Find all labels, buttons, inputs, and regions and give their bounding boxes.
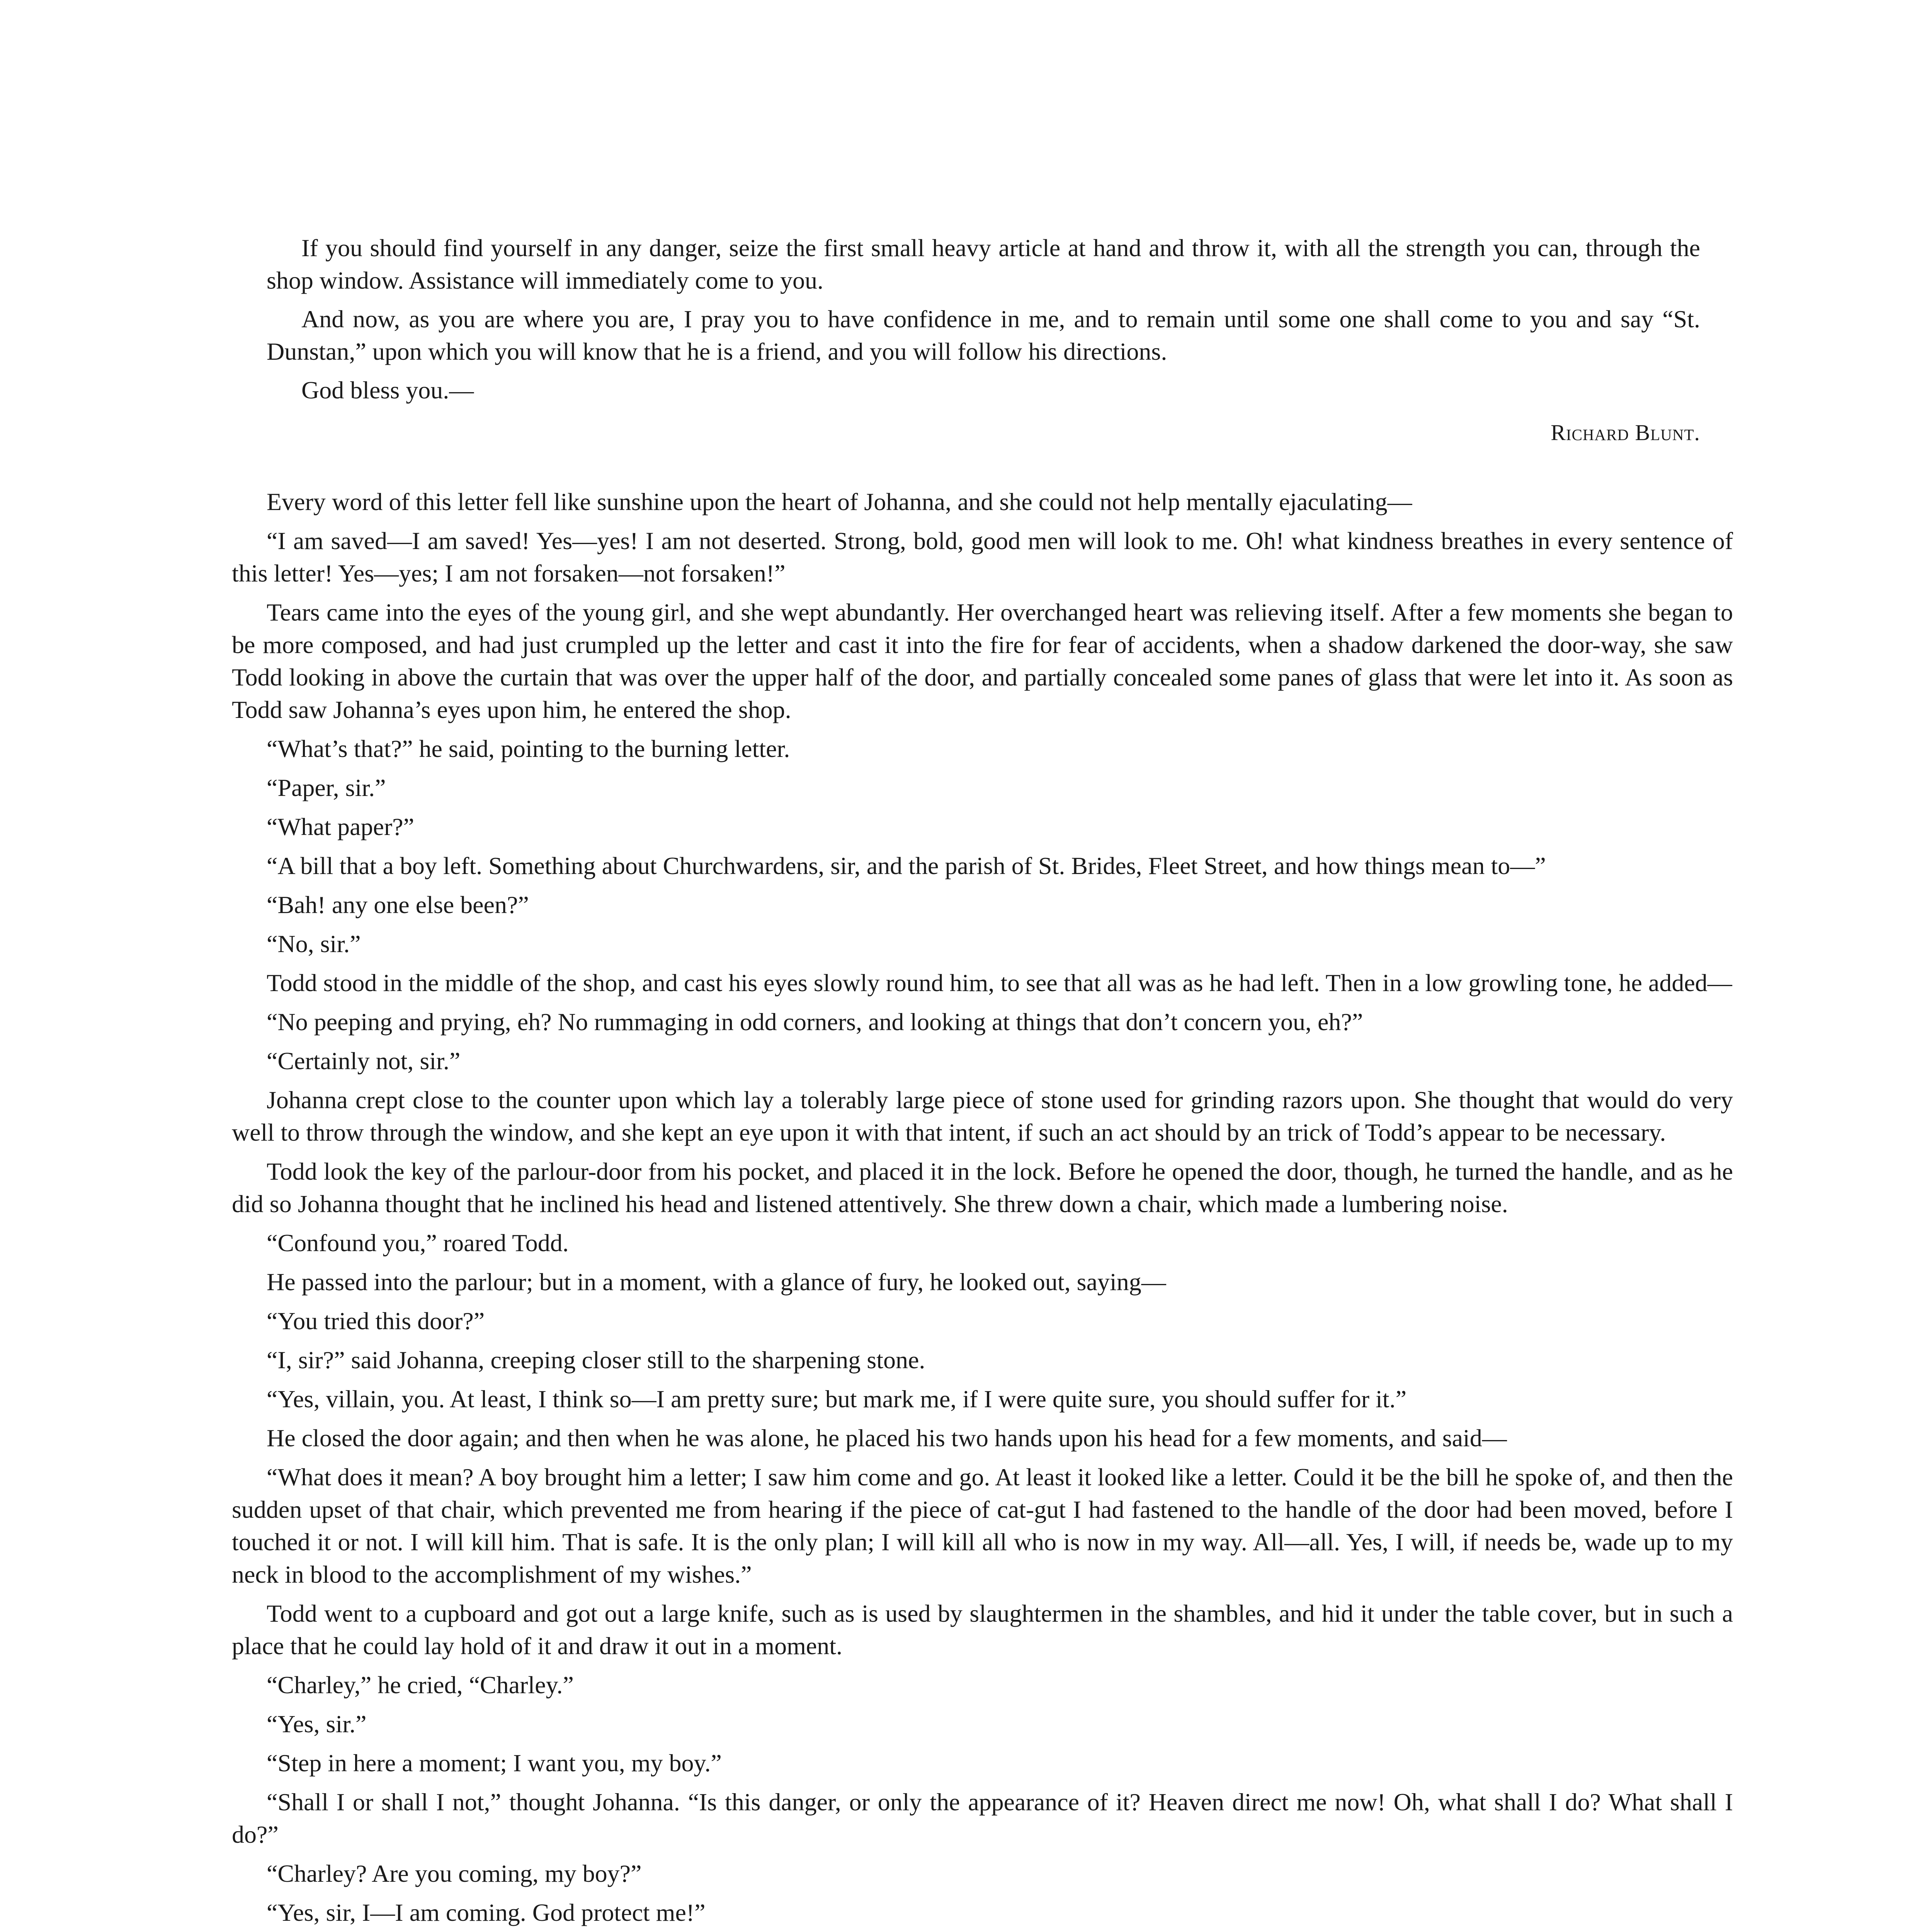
paragraph: Tears came into the eyes of the young girl, and she wept abundantly. Her overchanged heart was relieving itself. After a few moments she began to be more composed, and had just crumpled up the letter and cast it into the fire for fear of accidents, when a shadow darkened the door-way, she saw Todd looking in above the curtain that was over the upper half of the door, and partially concealed some panes of glass that were let into it. As soon as Todd saw Johanna’s eyes upon him, he entered the shop. xyxy=(232,599,1733,723)
paragraph: “What paper?” xyxy=(267,813,414,840)
paragraph: “Yes, sir, I—I am coming. God protect me!” xyxy=(267,1899,706,1926)
body-text xyxy=(232,486,1733,1932)
paragraph: Todd stood in the middle of the shop, and cast his eyes slowly round him, to see that all was as he had left. Then in a low growling tone, he added— xyxy=(267,969,1732,997)
letter-paragraph: And now, as you are where you are, I pray you to have confidence in me, and to remain until some one shall come to you and say “St. Dunstan,” upon which you will know that he is a friend, and you will follow his directions. xyxy=(267,305,1700,365)
paragraph: He closed the door again; and then when he was alone, he placed his two hands upon his head for a few moments, and said— xyxy=(267,1424,1507,1452)
paragraph: “No peeping and prying, eh? No rummaging in odd corners, and looking at things that don’t concern you, eh?” xyxy=(267,1008,1363,1036)
paragraph: “Charley,” he cried, “Charley.” xyxy=(267,1671,574,1699)
letter-paragraph: If you should find yourself in any danger, seize the first small heavy article at hand and throw it, with all the strength you can, through the shop window. Assistance will immediately come to you. xyxy=(267,234,1700,294)
paragraph: “A bill that a boy left. Something about Churchwardens, sir, and the parish of St. Brides, Fleet Street, and how things mean to—” xyxy=(267,852,1546,879)
paragraph: “Yes, sir.” xyxy=(267,1710,367,1738)
paragraph: “Charley? Are you coming, my boy?” xyxy=(267,1860,642,1887)
paragraph: “I, sir?” said Johanna, creeping closer still to the sharpening stone. xyxy=(267,1346,925,1374)
letter-paragraph: God bless you.— xyxy=(301,376,474,404)
letter-signature: Richard Blunt. xyxy=(1551,420,1700,445)
paragraph: “What does it mean? A boy brought him a letter; I saw him come and go. At least it looked like a letter. Could it be the bill he spoke of, and then the sudden upset of that chair, which prevented me from hearing if the piece of cat-gut I had fastened to the handle of the door had been moved, before I touched it or not. I will kill him. That is safe. It is the only plan; I will kill all who is now in my way. All—all. Yes, I will, if needs be, wade up to my neck in blood to the accomplishment of my wishes.” xyxy=(232,1463,1733,1588)
paragraph: Todd look the key of the parlour-door from his pocket, and placed it in the lock. Before he opened the door, though, he turned the handle, and as he did so Johanna thought that he inclined his head and listened attentively. She threw down a chair, which made a lumbering noise. xyxy=(232,1158,1733,1218)
paragraph: “I am saved—I am saved! Yes—yes! I am not deserted. Strong, bold, good men will look to me. Oh! what kindness breathes in every sentence of this letter! Yes—yes; I am not forsaken—not forsaken!” xyxy=(232,527,1733,587)
paragraph: “You tried this door?” xyxy=(267,1307,485,1335)
paragraph: “Bah! any one else been?” xyxy=(267,891,529,918)
paragraph: “Paper, sir.” xyxy=(267,774,386,801)
paragraph: Johanna crept close to the counter upon which lay a tolerably large piece of stone used for grinding razors upon. She thought that would do very well to throw through the window, and she kept an eye upon it with that intent, if such an act should by an trick of Todd’s appear to be necessary. xyxy=(232,1086,1733,1146)
paragraph: Every word of this letter fell like sunshine upon the heart of Johanna, and she could not help mentally ejaculating— xyxy=(267,488,1412,515)
paragraph: “What’s that?” he said, pointing to the burning letter. xyxy=(267,735,790,762)
paragraph: “Certainly not, sir.” xyxy=(267,1047,461,1075)
paragraph: Todd went to a cupboard and got out a large knife, such as is used by slaughtermen in the shambles, and hid it under the table cover, but in such a place that he could lay hold of it and draw it out in a moment. xyxy=(232,1600,1733,1660)
paragraph: He passed into the parlour; but in a moment, with a glance of fury, he looked out, saying— xyxy=(267,1268,1166,1296)
paragraph: “Confound you,” roared Todd. xyxy=(267,1229,569,1257)
paragraph: “Step in here a moment; I want you, my boy.” xyxy=(267,1749,722,1777)
paragraph: “Shall I or shall I not,” thought Johanna. “Is this danger, or only the appearance of it? Heaven direct me now! Oh, what shall I do? What shall I do?” xyxy=(232,1788,1733,1848)
paragraph: “Yes, villain, you. At least, I think so—I am pretty sure; but mark me, if I were quite sure, you should suffer for it.” xyxy=(267,1385,1406,1413)
letter-text xyxy=(267,232,1700,413)
paragraph: “No, sir.” xyxy=(267,930,361,957)
